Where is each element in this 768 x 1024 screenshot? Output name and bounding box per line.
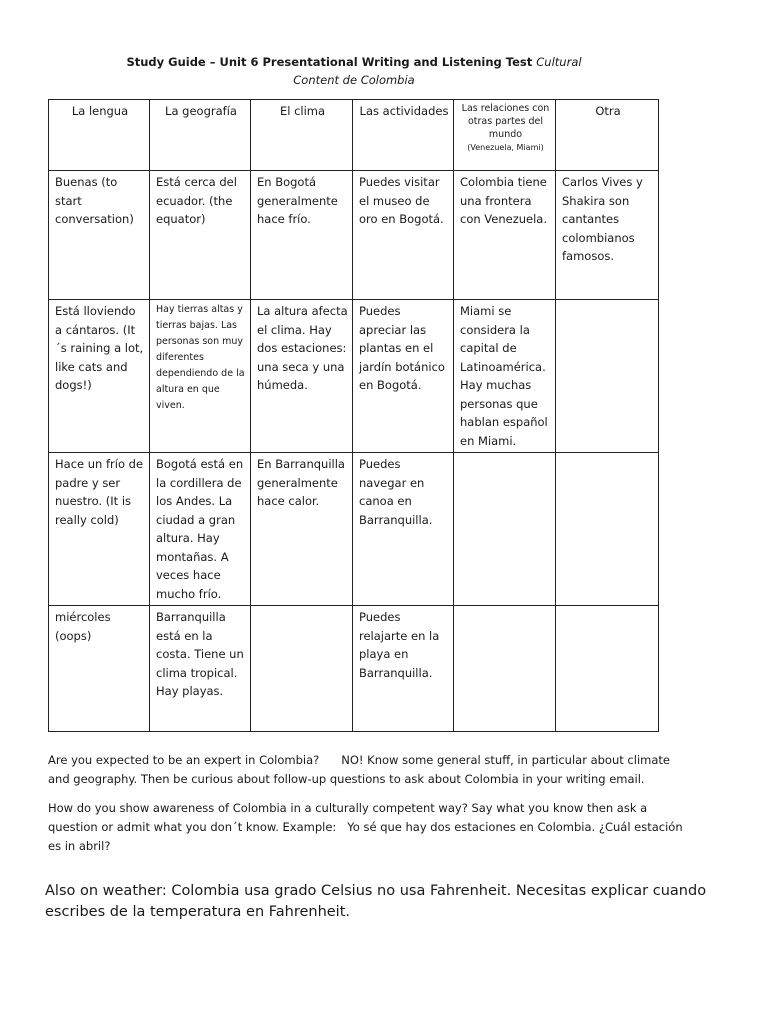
page-title xyxy=(0,54,708,70)
header-cell-la-geografia: La geografía xyxy=(150,100,251,171)
table-row xyxy=(49,300,659,453)
table-cell: Hace un frío de padre y ser nuestro. (It is really cold) xyxy=(49,453,150,606)
header-relaciones-label: Las relaciones con otras partes del mundo xyxy=(461,103,550,140)
table-cell xyxy=(556,453,659,606)
note-awareness-text: How do you show awareness of Colombia in a culturally competent way? Say what you know then ask a question or admit what you don´t know. Example: xyxy=(48,801,648,834)
header-cell-las-actividades: Las actividades xyxy=(353,100,454,171)
table-cell: miércoles (oops) xyxy=(49,606,150,732)
table-cell xyxy=(454,453,556,606)
table-cell: Puedes visitar el museo de oro en Bogotá. xyxy=(353,171,454,300)
table-cell: La altura afecta el clima. Hay dos estaciones: una seca y una húmeda. xyxy=(251,300,353,453)
note-weather: Also on weather: Colombia usa grado Celsius no usa Fahrenheit. Necesitas explicar cuando escribes de la temperatura en Fahrenheit. xyxy=(45,883,707,920)
title-italic: Cultural xyxy=(536,55,582,69)
table-cell: Puedes relajarte en la playa en Barranquilla. xyxy=(353,606,454,732)
table-row xyxy=(49,606,659,732)
note-expert-question xyxy=(48,751,688,789)
header-cell-la-lengua: La lengua xyxy=(49,100,150,171)
table-cell: Miami se considera la capital de Latinoamérica. Hay muchas personas que hablan español en Miami. xyxy=(454,300,556,453)
table-cell xyxy=(556,606,659,732)
table-cell: Carlos Vives y Shakira son cantantes colombianos famosos. xyxy=(556,171,659,300)
table-row xyxy=(49,453,659,606)
table-cell: Barranquilla está en la costa. Tiene un clima tropical. Hay playas. xyxy=(150,606,251,732)
table-cell: Está cerca del ecuador. (the equator) xyxy=(150,171,251,300)
table-cell xyxy=(454,606,556,732)
header-cell-las-relaciones xyxy=(454,100,556,171)
table-cell xyxy=(251,606,353,732)
table-cell: Puedes navegar en canoa en Barranquilla. xyxy=(353,453,454,606)
table-cell: Puedes apreciar las plantas en el jardín botánico en Bogotá. xyxy=(353,300,454,453)
header-cell-otra: Otra xyxy=(556,100,659,171)
note-question-text: Are you expected to be an expert in Colombia? xyxy=(48,753,320,767)
title-main: Study Guide – Unit 6 Presentational Writing and Listening Test xyxy=(126,55,533,69)
table-header-row xyxy=(49,100,659,171)
header-relaciones-note: (Venezuela, Miami) xyxy=(467,143,544,152)
table-row xyxy=(49,171,659,300)
table-cell: Hay tierras altas y tierras bajas. Las personas son muy diferentes dependiendo de la altura en que viven. xyxy=(150,300,251,453)
table-cell: En Bogotá generalmente hace frío. xyxy=(251,171,353,300)
table-cell: Colombia tiene una frontera con Venezuela. xyxy=(454,171,556,300)
note-answer-text: NO! Know some general stuff, in particular about climate and geography. Then be curious about follow-up questions to ask about Colombia in your writing email. xyxy=(48,753,670,786)
table-cell xyxy=(556,300,659,453)
table-cell: En Barranquilla generalmente hace calor. xyxy=(251,453,353,606)
note-awareness-question xyxy=(48,799,688,856)
study-guide-table xyxy=(48,99,659,732)
header-cell-el-clima: El clima xyxy=(251,100,353,171)
table-cell: Bogotá está en la cordillera de los Andes. La ciudad a gran altura. Hay montañas. A veces hace mucho frío. xyxy=(150,453,251,606)
table-cell: Está lloviendo a cántaros. (It´s raining a lot, like cats and dogs!) xyxy=(49,300,150,453)
page-subtitle: Content de Colombia xyxy=(293,73,415,87)
note-example-text: Yo sé que hay dos estaciones en Colombia. ¿Cuál estación es in abril? xyxy=(48,820,683,853)
table-cell: Buenas (to start conversation) xyxy=(49,171,150,300)
